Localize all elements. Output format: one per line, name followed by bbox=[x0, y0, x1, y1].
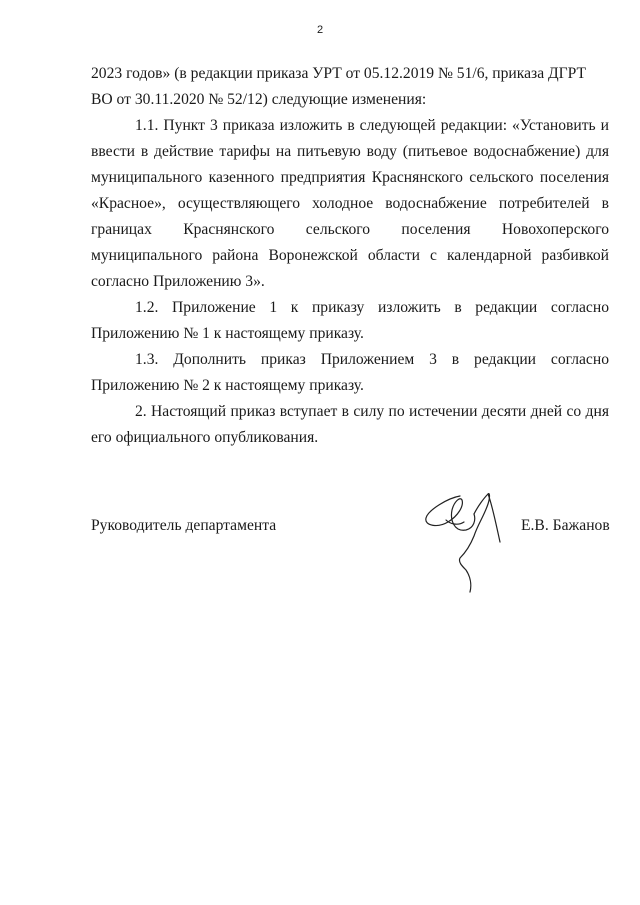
paragraph-1-2: 1.2. Приложение 1 к приказу изложить в редакции согласно Приложению № 1 к настоящему приказу. bbox=[91, 299, 609, 342]
signatory-name: Е.В. Бажанов bbox=[521, 517, 610, 534]
paragraph-continuation: 2023 годов» (в редакции приказа УРТ от 05.12.2019 № 51/6, приказа ДГРТ ВО от 30.11.2020 № 52/12) следующие изменения: bbox=[91, 65, 587, 108]
paragraph-1-3: 1.3. Дополнить приказ Приложением 3 в редакции согласно Приложению № 2 к настоящему приказу. bbox=[91, 351, 609, 394]
page-number: 2 bbox=[316, 24, 324, 36]
paragraph-2: 2. Настоящий приказ вступает в силу по истечении десяти дней со дня его официального опубликования. bbox=[91, 403, 609, 446]
signatory-role: Руководитель департамента bbox=[91, 517, 277, 534]
paragraph-1-1: 1.1. Пункт 3 приказа изложить в следующей редакции: «Установить и ввести в действие тарифы на питьевую воду (питьевое водоснабжение) для муниципального казенного предприятия Краснянского сельского поселения «Красное», осуществляющего холодное водоснабжение потребителей в границах Краснянского сельского поселения Новохоперского муниципального района Воронежской области с календарной разбивкой согласно Приложению 3». bbox=[91, 117, 609, 290]
handwritten-signature bbox=[418, 484, 514, 600]
document-body bbox=[91, 61, 609, 451]
